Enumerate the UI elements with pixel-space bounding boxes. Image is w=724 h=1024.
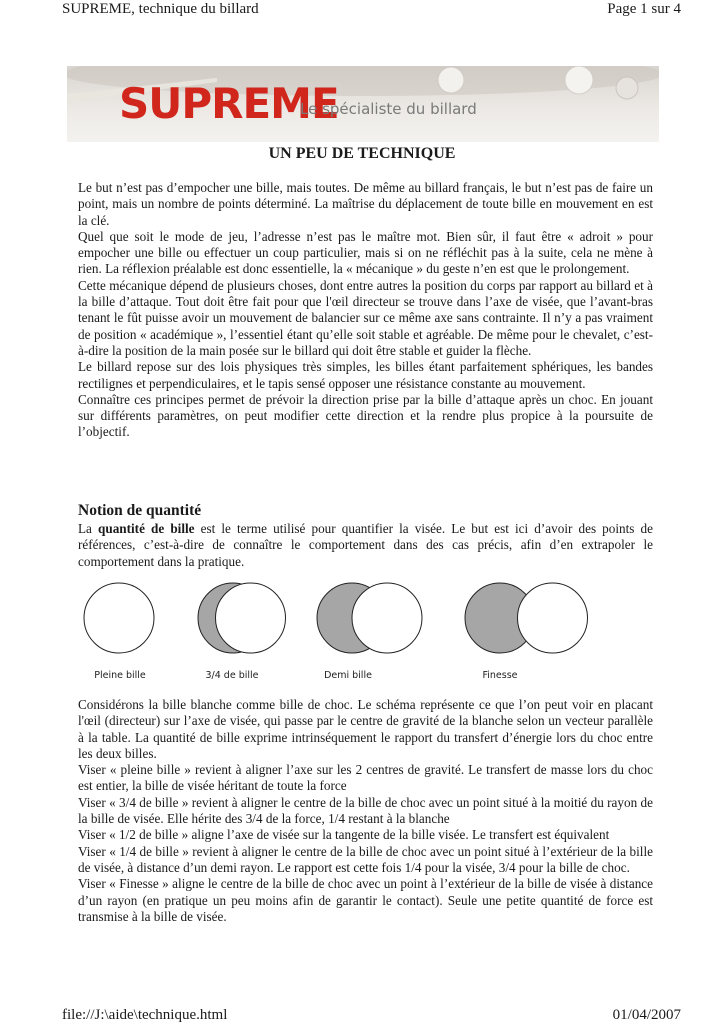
ball-icon bbox=[438, 67, 464, 93]
diagram-label: Finesse bbox=[482, 670, 518, 681]
banner bbox=[67, 66, 659, 142]
paragraph: Viser « Finesse » aligne le centre de la bille de choc avec un point à l’extérieur de la bille de visée à distance d’un rayon (en pratique un peu moins afin de garantir le contact). Seule une petite quantité de force est transmise à la bille de visée. bbox=[78, 876, 653, 924]
diagram-label: 3/4 de bille bbox=[205, 670, 259, 681]
cue-ball bbox=[352, 583, 422, 653]
page-title: UN PEU DE TECHNIQUE bbox=[268, 145, 456, 162]
brand-tagline: Le spécialiste du billard bbox=[300, 100, 477, 118]
paragraph: Quel que soit le mode de jeu, l’adresse n’est pas le maître mot. Bien sûr, il faut être « adroit » pour empocher une bille ou effectuer un coup particulier, mais si on ne réfléchit pas à la suite, cela ne mène à rien. La réflexion préalable est donc essentielle, la « mécanique » du geste n’en est que le prolongement. bbox=[78, 228, 653, 277]
diagram-label: Demi bille bbox=[324, 670, 372, 681]
page-header-title: SUPREME, technique du billard bbox=[62, 1, 259, 17]
paragraph: Considérons la bille blanche comme bille de choc. Le schéma représente ce que l’on peut voir en placant l'œil (directeur) sur l’axe de visée, qui passe par le centre de gravité de la blanche selon un vecteur parallèle à la table. La quantité de bille exprime intrinséquement le rapport du transfert d’énergie lors du choc entre les deux billes. bbox=[78, 697, 653, 761]
paragraph: Viser « 3/4 de bille » revient à aligner le centre de la bille de choc avec un point situé à la moitié du rayon de la bille de visée. Elle hérite des 3/4 de la force, 1/4 restant à la blanche bbox=[78, 794, 653, 827]
text-lead: La bbox=[78, 521, 99, 536]
paragraph: Cette mécanique dépend de plusieurs choses, dont entre autres la position du corps par rapport au billard et à la bille d’attaque. Tout doit être fait pour que l'œil directeur se trouve dans l’axe de visée, que l’avant-bras tenant le fût puisse avoir un mouvement de balancier sur ce même axe sans contrainte. Il n’y a pas vraiment de position « académique », l’essentiel étant qu’elle soit stable et agréable. De même pour le chevalet, c’est-à-dire la position de la main posée sur le billard qui doit être stable et guider la flèche. bbox=[78, 277, 653, 358]
page-footer-url: file://J:\aide\technique.html bbox=[62, 1007, 228, 1023]
section-intro bbox=[78, 521, 653, 570]
ball-icon bbox=[616, 77, 638, 99]
paragraph bbox=[78, 521, 653, 570]
paragraph: Le billard repose sur des lois physiques très simples, les billes étant parfaitement sphériques, les bandes rectilignes et perpendiculaires, et le tapis sensé opposer une résistance constante au mouvement. bbox=[78, 359, 653, 391]
paragraph: Viser « 1/2 de bille » aligne l’axe de visée sur la tangente de la bille visée. Le transfert est équivalent bbox=[78, 827, 610, 843]
cue-ball bbox=[518, 583, 588, 653]
cue-ball bbox=[216, 583, 286, 653]
page-footer-date: 01/04/2007 bbox=[612, 1007, 681, 1023]
brand-logo: SUPREME bbox=[119, 79, 339, 128]
text-rest: est le terme utilisé pour quantifier la visée. Le but est ici d’avoir des points de références, c’est-à-dire de connaître le comportement dans des cas précis, afin d’en extrapoler le comportement dans la pratique. bbox=[78, 521, 653, 569]
paragraph: Viser « 1/4 de bille » revient à aligner le centre de la bille de choc avec un point situé à l’extérieur de la bille de visée, à distance d’un demi rayon. Le rapport est cette fois 1/4 pour la visée, 3/4 pour la bille de choc. bbox=[78, 843, 653, 875]
explanation-text bbox=[78, 697, 653, 925]
paragraph: Viser « pleine bille » revient à aligner l’axe sur les 2 centres de gravité. Le transfert de masse lors du choc est entier, la bille de visée héritant de toute la force bbox=[78, 762, 653, 794]
cue-ball bbox=[84, 583, 154, 653]
ball-icon bbox=[565, 66, 593, 94]
paragraph: Connaître ces principes permet de prévoir la direction prise par la bille d’attaque après un choc. En jouant sur différents paramètres, on peut modifier cette direction et la rendre plus propice à la poursuite de l’objectif. bbox=[78, 391, 653, 440]
section-heading: Notion de quantité bbox=[78, 502, 202, 519]
paragraph: Le but n’est pas d’empocher une bille, mais toutes. De même au billard français, le but n’est pas de faire un point, mais un nombre de points déterminé. La maîtrise du déplacement de toute bille en mouvement en est la clé. bbox=[78, 180, 653, 228]
term-bold: quantité de bille bbox=[98, 521, 195, 536]
diagram-label: Pleine bille bbox=[94, 670, 146, 681]
intro-text bbox=[78, 180, 653, 441]
page-number: Page 1 sur 4 bbox=[607, 1, 681, 17]
